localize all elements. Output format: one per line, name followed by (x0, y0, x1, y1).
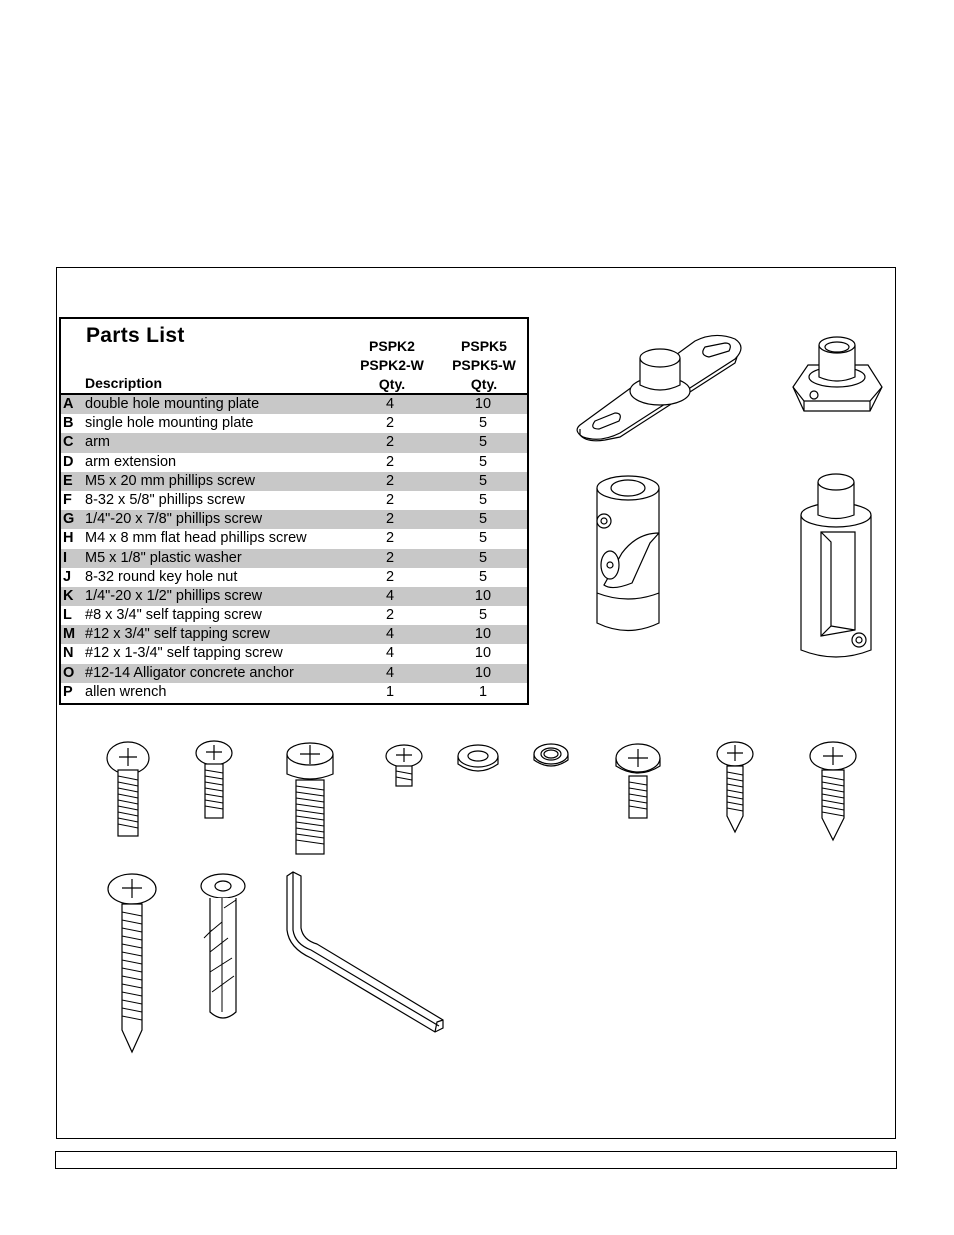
qty-pspk5: 5 (478, 568, 488, 585)
socket-head-screw-illustration (282, 740, 338, 858)
part-description: arm extension (85, 453, 177, 470)
table-row (61, 625, 527, 644)
single-hole-mounting-plate-illustration (790, 335, 885, 425)
table-row (61, 644, 527, 663)
qty-pspk5: 10 (474, 645, 492, 662)
qty-pspk5: 1 (478, 683, 488, 700)
table-row (61, 414, 527, 433)
parts-list-table (59, 317, 529, 705)
table-row (61, 568, 527, 587)
concrete-anchor-illustration (198, 872, 248, 1024)
flat-head-screw-illustration (383, 742, 425, 790)
table-row (61, 491, 527, 510)
qty-pspk2: 2 (385, 491, 395, 508)
qty-pspk5: 10 (474, 396, 492, 412)
column-header-pspk5 (439, 337, 529, 394)
qty-pspk5: 5 (478, 511, 488, 528)
description-header: Description (85, 375, 163, 391)
arm-illustration (592, 473, 664, 638)
table-row (61, 683, 527, 702)
part-description: #12 x 1-3/4" self tapping screw (85, 645, 283, 662)
arm-extension-illustration (797, 470, 875, 665)
table-row (61, 453, 527, 472)
qty-pspk5: 5 (478, 549, 488, 566)
part-description: #8 x 3/4" self tapping screw (85, 607, 262, 624)
qty-pspk5: 5 (478, 415, 488, 432)
column-header-pspk2 (347, 337, 437, 394)
part-description: #12-14 Alligator concrete anchor (85, 664, 294, 681)
qty-label: Qty. (470, 376, 498, 392)
qty-pspk5: 10 (474, 664, 492, 681)
part-description: single hole mounting plate (85, 415, 254, 432)
part-description: 8-32 round key hole nut (85, 568, 238, 585)
qty-pspk2: 2 (385, 453, 395, 470)
part-letter: B (63, 415, 74, 432)
pan-head-screw-illustration (103, 740, 153, 840)
part-letter: F (63, 491, 72, 508)
qty-pspk2: 4 (385, 587, 395, 604)
model-name: PSPK2-W (360, 357, 424, 373)
part-description: M5 x 20 mm phillips screw (85, 472, 256, 489)
machine-screw-illustration (192, 740, 236, 822)
part-letter: O (63, 664, 75, 681)
part-description: arm (85, 434, 110, 451)
self-tapping-screw-small-illustration (713, 740, 757, 834)
part-description: 1/4"-20 x 1/2" phillips screw (85, 587, 263, 604)
part-letter: K (63, 587, 74, 604)
washer-illustration (455, 740, 501, 778)
part-letter: E (63, 472, 73, 489)
part-description: 8-32 x 5/8" phillips screw (85, 491, 245, 508)
key-hole-nut-illustration (531, 740, 571, 772)
qty-pspk2: 4 (385, 396, 395, 412)
model-name: PSPK2 (369, 338, 415, 354)
part-letter: M (63, 626, 76, 643)
double-hole-mounting-plate-illustration (575, 333, 745, 443)
qty-pspk5: 5 (478, 434, 488, 451)
part-description: allen wrench (85, 683, 167, 700)
qty-pspk5: 5 (478, 453, 488, 470)
part-letter: H (63, 530, 74, 547)
part-description: M4 x 8 mm flat head phillips screw (85, 530, 307, 547)
qty-pspk5: 10 (474, 626, 492, 643)
part-letter: G (63, 511, 75, 528)
part-description: M5 x 1/8" plastic washer (85, 549, 242, 566)
qty-pspk2: 1 (385, 683, 395, 700)
qty-pspk5: 5 (478, 491, 488, 508)
table-row (61, 664, 527, 683)
qty-pspk2: 2 (385, 568, 395, 585)
qty-pspk5: 5 (478, 530, 488, 547)
table-row (61, 433, 527, 452)
qty-pspk2: 4 (385, 664, 395, 681)
model-name: PSPK5 (461, 338, 507, 354)
footer-bar (55, 1151, 897, 1169)
qty-pspk2: 2 (385, 472, 395, 489)
qty-pspk2: 2 (385, 607, 395, 624)
qty-pspk2: 2 (385, 549, 395, 566)
part-letter: D (63, 453, 74, 470)
table-row (61, 587, 527, 606)
allen-wrench-illustration (283, 870, 453, 1040)
table-row (61, 395, 527, 414)
qty-pspk2: 2 (385, 434, 395, 451)
parts-rows (61, 395, 527, 702)
part-letter: N (63, 645, 74, 662)
table-row (61, 606, 527, 625)
parts-list-title: Parts List (86, 324, 185, 347)
qty-pspk5: 5 (478, 472, 488, 489)
table-row (61, 549, 527, 568)
qty-pspk2: 4 (385, 645, 395, 662)
qty-pspk2: 2 (385, 530, 395, 547)
table-row (61, 529, 527, 548)
part-letter: C (63, 434, 74, 451)
part-description: 1/4"-20 x 7/8" phillips screw (85, 511, 263, 528)
qty-pspk2: 4 (385, 626, 395, 643)
part-letter: J (63, 568, 72, 585)
self-tapping-screw-medium-illustration (806, 740, 860, 842)
part-letter: P (63, 683, 73, 700)
part-letter: L (63, 607, 72, 624)
qty-pspk2: 2 (385, 511, 395, 528)
table-row (61, 510, 527, 529)
qty-pspk5: 10 (474, 587, 492, 604)
phillips-screw-illustration (613, 740, 663, 822)
table-row (61, 472, 527, 491)
qty-pspk5: 5 (478, 607, 488, 624)
part-letter: I (63, 549, 68, 566)
qty-pspk2: 2 (385, 415, 395, 432)
model-name: PSPK5-W (452, 357, 516, 373)
part-description: double hole mounting plate (85, 396, 260, 412)
qty-label: Qty. (378, 376, 406, 392)
part-letter: A (63, 396, 74, 412)
long-self-tapping-screw-illustration (104, 872, 160, 1054)
part-description: #12 x 3/4" self tapping screw (85, 626, 270, 643)
